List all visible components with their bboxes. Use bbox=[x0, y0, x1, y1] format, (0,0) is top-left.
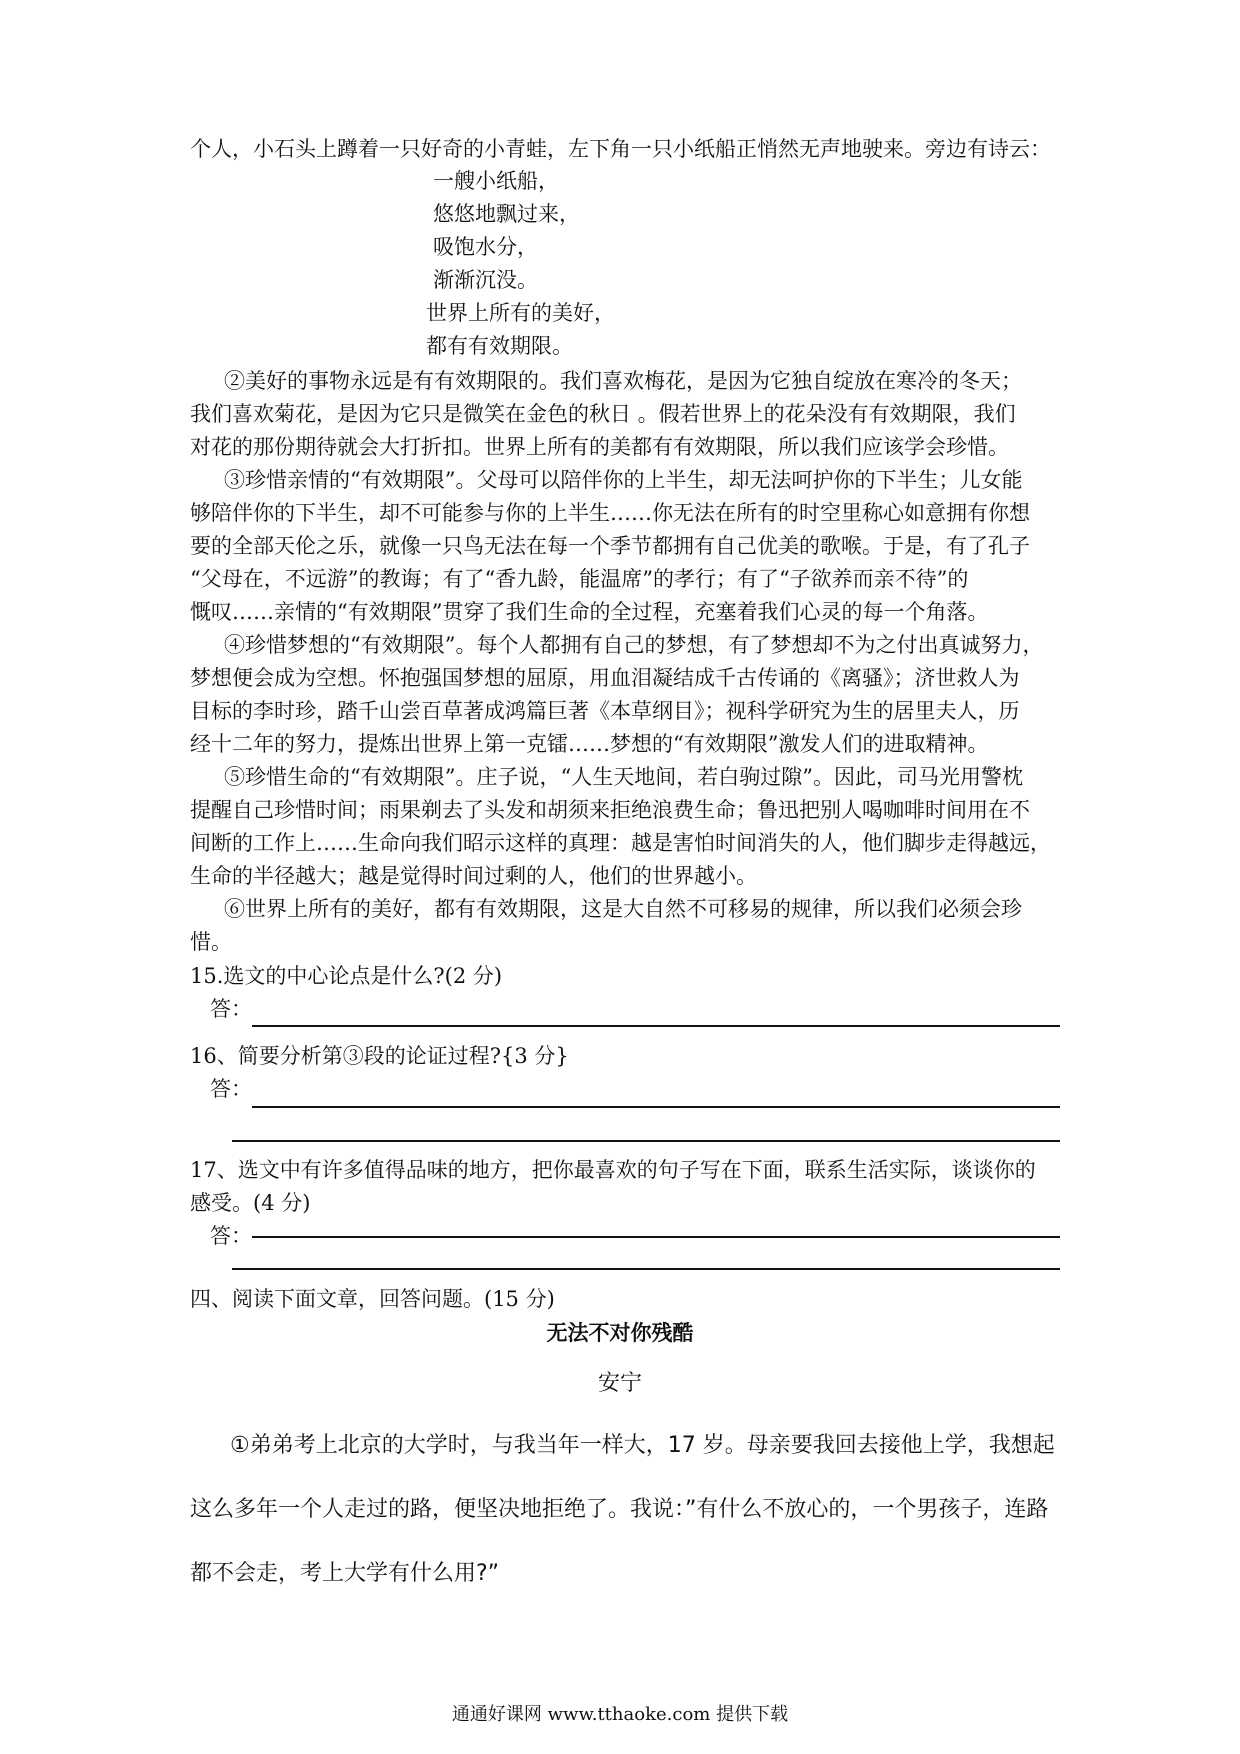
question-17-line: 感受。(4 分) bbox=[190, 1191, 311, 1215]
paragraph-4-line: 梦想便会成为空想。怀抱强国梦想的屈原，用血泪凝结成千古传诵的《离骚》；济世救人为 bbox=[190, 666, 1020, 690]
intro-line: 个人，小石头上蹲着一只好奇的小青蛙，左下角一只小纸船正悄然无声地驶来。旁边有诗云： bbox=[190, 137, 1051, 161]
poem-line: 世界上所有的美好， bbox=[426, 301, 615, 325]
paragraph-3-line: ③珍惜亲情的“有效期限”。父母可以陪伴你的上半生，却无法呵护你的下半生；儿女能 bbox=[224, 468, 1023, 492]
answer-line-17b[interactable] bbox=[232, 1268, 1060, 1270]
article-paragraph-1-line: 这么多年一个人走过的路，便坚决地拒绝了。我说：”有什么不放心的，一个男孩子，连路 bbox=[190, 1497, 1049, 1522]
paragraph-3-line: 慨叹……亲情的“有效期限”贯穿了我们生命的全过程，充塞着我们心灵的每一个角落。 bbox=[190, 600, 989, 624]
poem-line: 一艘小纸船， bbox=[433, 169, 559, 193]
paragraph-5-line: 提醒自己珍惜时间；雨果剃去了头发和胡须来拒绝浪费生命；鲁迅把别人喝咖啡时间用在不 bbox=[190, 798, 1030, 822]
answer-label-17: 答： bbox=[210, 1224, 252, 1248]
answer-label-16: 答： bbox=[210, 1077, 252, 1101]
paragraph-3-line: 要的全部天伦之乐，就像一只鸟无法在每一个季节都拥有自己优美的歌喉。于是，有了孔子 bbox=[190, 534, 1030, 558]
paragraph-5-line: 生命的半径越大；越是觉得时间过剩的人，他们的世界越小。 bbox=[190, 864, 757, 888]
answer-line-16b[interactable] bbox=[232, 1140, 1060, 1142]
paragraph-3-line: 够陪伴你的下半生，却不可能参与你的上半生……你无法在所有的时空里称心如意拥有你想 bbox=[190, 501, 1030, 525]
question-15: 15.选文的中心论点是什么?(2 分) bbox=[190, 964, 503, 988]
paragraph-2-line: ②美好的事物永远是有有效期限的。我们喜欢梅花，是因为它独自绽放在寒冷的冬天； bbox=[224, 369, 1022, 393]
answer-line-16[interactable] bbox=[252, 1106, 1060, 1108]
answer-line-15[interactable] bbox=[252, 1025, 1060, 1027]
answer-line-17[interactable] bbox=[252, 1236, 1060, 1238]
answer-label-15: 答： bbox=[210, 997, 252, 1021]
poem-line: 都有有效期限。 bbox=[426, 334, 573, 358]
article-paragraph-1-line: ①弟弟考上北京的大学时，与我当年一样大，17 岁。母亲要我回去接他上学，我想起 bbox=[230, 1433, 1055, 1458]
paragraph-2-line: 我们喜欢菊花，是因为它只是微笑在金色的秋日 。假若世界上的花朵没有有效期限，我们 bbox=[190, 402, 1016, 426]
article-author: 安宁 bbox=[597, 1371, 642, 1396]
article-title: 无法不对你残酷 bbox=[546, 1320, 694, 1345]
paragraph-2-line: 对花的那份期待就会大打折扣。世界上所有的美都有有效期限，所以我们应该学会珍惜。 bbox=[190, 435, 1009, 459]
paragraph-6-line: ⑥世界上所有的美好，都有有效期限，这是大自然不可移易的规律，所以我们必须会珍 bbox=[224, 897, 1022, 921]
paragraph-5-line: ⑤珍惜生命的“有效期限”。庄子说，“人生天地间，若白驹过隙”。因此，司马光用警枕 bbox=[224, 765, 1023, 789]
paragraph-5-line: 间断的工作上……生命向我们昭示这样的真理：越是害怕时间消失的人，他们脚步走得越远， bbox=[190, 831, 1051, 855]
paragraph-4-line: 目标的李时珍，踏千山尝百草著成鸿篇巨著《本草纲目》；视科学研究为生的居里夫人，历 bbox=[190, 699, 1020, 723]
page-footer: 通通好课网 www.tthaoke.com 提供下载 bbox=[451, 1704, 789, 1725]
poem-line: 吸饱水分， bbox=[433, 235, 538, 259]
paragraph-4-line: 经十二年的努力，提炼出世界上第一克镭……梦想的“有效期限”激发人们的进取精神。 bbox=[190, 732, 989, 756]
paragraph-4-line: ④珍惜梦想的“有效期限”。每个人都拥有自己的梦想，有了梦想却不为之付出真诚努力， bbox=[224, 633, 1044, 657]
article-paragraph-1-line: 都不会走，考上大学有什么用?” bbox=[190, 1561, 500, 1586]
poem-line: 渐渐沉没。 bbox=[433, 268, 538, 292]
paragraph-3-line: “父母在，不远游”的教诲；有了“香九龄，能温席”的孝行；有了“子欲养而亲不待”的 bbox=[190, 567, 969, 591]
section-4-heading: 四、阅读下面文章，回答问题。(15 分) bbox=[190, 1287, 555, 1311]
question-17-line: 17、选文中有许多值得品味的地方，把你最喜欢的句子写在下面，联系生活实际，谈谈你的 bbox=[190, 1158, 1036, 1182]
question-16: 16、简要分析第③段的论证过程?{3 分} bbox=[190, 1044, 569, 1068]
paragraph-6-line: 惜。 bbox=[190, 930, 232, 954]
poem-line: 悠悠地飘过来， bbox=[433, 202, 580, 226]
